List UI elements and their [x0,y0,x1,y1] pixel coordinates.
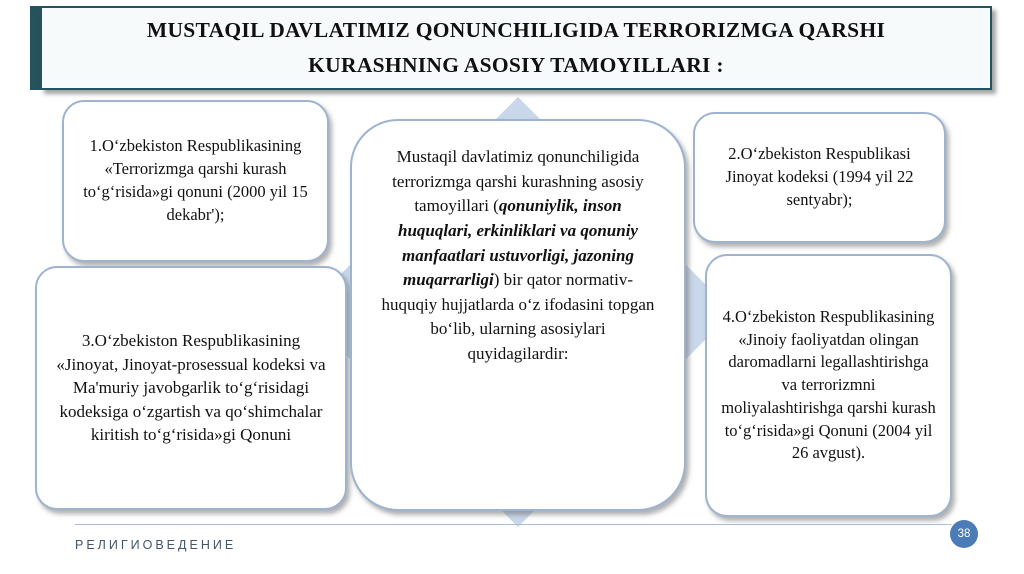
center-text-part2: ) bir qator normativ-huquqiy hujjatlarda oʻz ifodasini topgan boʻlib, ularning asosiylari quyidagilardir: [381,270,655,364]
page-title-line-2: KURASHNING ASOSIY TAMOYILLARI : [308,53,724,77]
info-box-3-text: 3.Oʻzbekiston Respublikasining «Jinoyat, Jinoyat-prosessual kodeksi va Ma'muriy javobgarlik toʻgʻrisidagi kodeksiga oʻzgartish va qoʻshimchalar kiritish toʻgʻrisida»gi Qonuni [56,331,326,445]
footer-label: РЕЛИГИОВЕДЕНИЕ [75,538,237,552]
info-box-4 [705,254,952,517]
footer-divider [75,524,951,525]
info-box-3 [35,266,347,510]
center-text-part1: Mustaqil davlatimiz qonunchiligida terrorizmga qarshi kurashning asosiy tamoyillari ( [392,147,644,216]
page-title-line-1: MUSTAQIL DAVLATIMIZ QONUNCHILIGIDA TERRORIZMGA QARSHI [146,17,886,42]
info-box-1 [62,100,329,262]
info-box-1-text: 1.Oʻzbekiston Respublikasining «Terrorizmga qarshi kurash toʻgʻrisida»gi qonuni (2000 yil 15 dekabr'); [83,136,308,224]
info-box-2 [693,112,946,243]
center-text-emphasis: qonuniylik, inson huquqlari, erkinliklari va qonuniy manfaatlari ustuvorligi, jazoning muqarrarligi [398,196,638,290]
page-number-badge: 38 [950,520,978,548]
info-box-4-text: 4.Oʻzbekiston Respublikasining «Jinoiy faoliyatdan olingan daromadlarni legallashtirishga va terrorizmni moliyalashtirishga qarshi kurash toʻgʻrisida»gi Qonuni (2004 yil 26 avgust). [721,306,936,463]
info-box-2-text: 2.Oʻzbekiston Respublikasi Jinoyat kodeksi (1994 yil 22 sentyabr); [725,144,914,209]
center-summary-box [350,119,686,511]
center-summary-text [378,145,658,367]
slide-title-box [40,6,992,90]
